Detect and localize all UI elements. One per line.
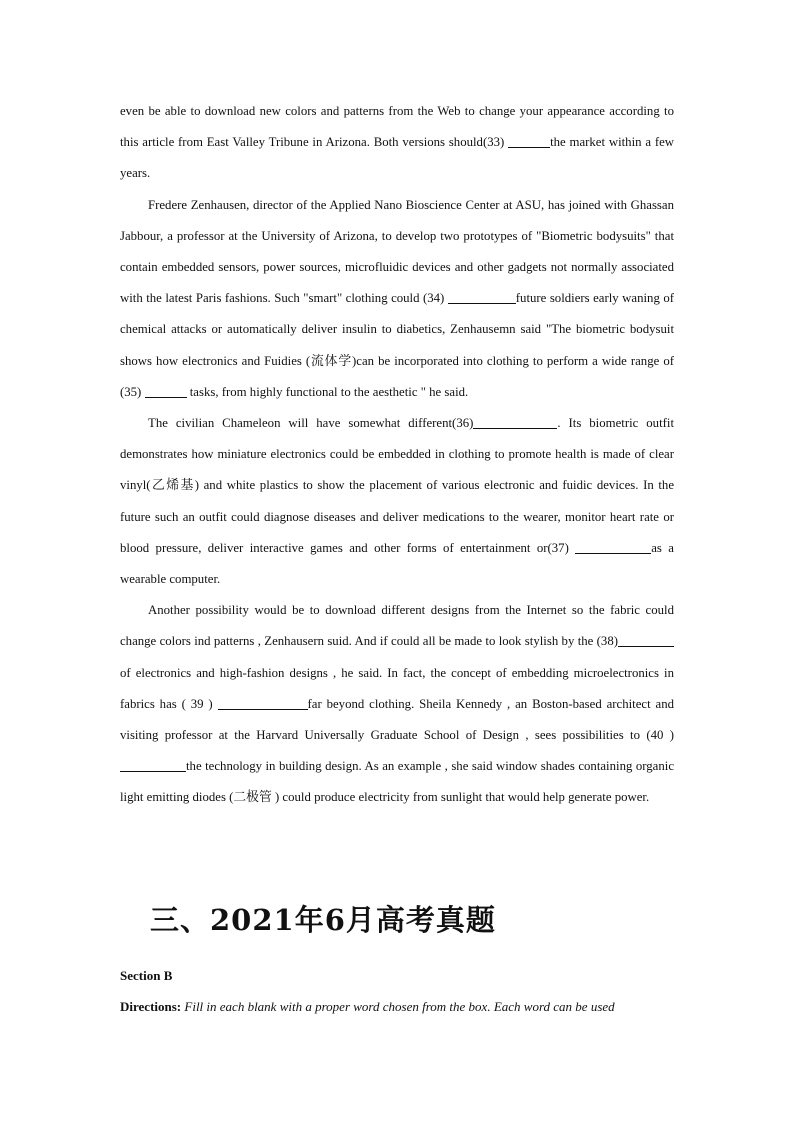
blank-36 <box>473 415 557 429</box>
blank-33 <box>508 134 550 148</box>
blank-35 <box>145 384 187 398</box>
paragraph-text: far beyond clothing. Sheila Kennedy , an Boston-based architect and visiting professor at the Harvard Universally Graduate School of Design , sees possibilities to (40 ) <box>120 696 674 743</box>
paragraph-text: Another possibility would be to download different designs from the Internet so the fabric could change colors ind patterns , Zenhausern suid. And if could all be made to look stylish by the (38) <box>120 603 674 649</box>
paragraph-text: Fredere Zenhausen, director of the Applied Nano Bioscience Center at ASU, has joined with Ghassan Jabbour, a professor at the University of Arizona, to develop two prototypes of "Biometric bodysuits" that contain embedded sensors, power sources, microfluidic devices and other gadgets not normally associated with the latest Paris fashions. Such "smart" clothing could (34) <box>120 197 674 306</box>
paragraph-text: future soldiers early waning of chemical attacks or automatically deliver insulin to diabetics, Zenhausemn said "The biometric bodysuit shows how electronics and Fuidies (流体学)can be incorporated into clothing to perform a wide range of (35) <box>120 291 674 399</box>
paragraph-text: even be able to download new colors and patterns from the Web to change your appearance according to this article from East Valley Tribune in Arizona. Both versions should(33) <box>120 104 674 150</box>
directions-text: Fill in each blank with a proper word chosen from the box. Each word can be used <box>181 999 615 1014</box>
blank-39 <box>218 696 308 710</box>
section-heading: 三、2021年6月高考真题 <box>150 903 496 937</box>
paragraph-text: the technology in building design. As an example , she said window shades containing organic light emitting diodes (二极管 ) could produce electricity from sunlight that would help generate power. <box>120 759 674 805</box>
paragraph-3 <box>120 408 674 595</box>
passage <box>120 96 674 814</box>
paragraph-2 <box>120 190 674 408</box>
blank-34 <box>448 290 516 304</box>
paragraph-text: tasks, from highly functional to the aesthetic " he said. <box>186 384 469 399</box>
directions-label: Directions: <box>120 999 182 1014</box>
paragraph-1 <box>120 96 674 190</box>
blank-37 <box>575 540 651 554</box>
paragraph-4 <box>120 595 674 813</box>
blank-38 <box>618 634 674 648</box>
paragraph-text: the market within a few years. <box>120 135 674 181</box>
paragraph-text: The civilian Chameleon will have somewhat different(36) <box>148 416 474 431</box>
paragraph-text: of electronics and high-fashion designs , he said. In fact, the concept of embedding microelectronics in fabrics has ( 39 ) <box>120 665 674 711</box>
blank-40 <box>120 758 186 772</box>
paragraph-text: . Its biometric outfit demonstrates how miniature electronics could be embedded in clothing to promote health is made of clear vinyl(乙烯基) and white plastics to show the placement of various electronic and fuidic devices. In the future such an outfit could diagnose diseases and deliver medications to the wearer, monitor heart rate or blood pressure, deliver interactive games and other forms of entertainment or(37) <box>120 416 674 555</box>
section-label: Section B <box>120 968 173 983</box>
directions <box>120 999 674 1015</box>
paragraph-text: as a wearable computer. <box>120 540 674 587</box>
